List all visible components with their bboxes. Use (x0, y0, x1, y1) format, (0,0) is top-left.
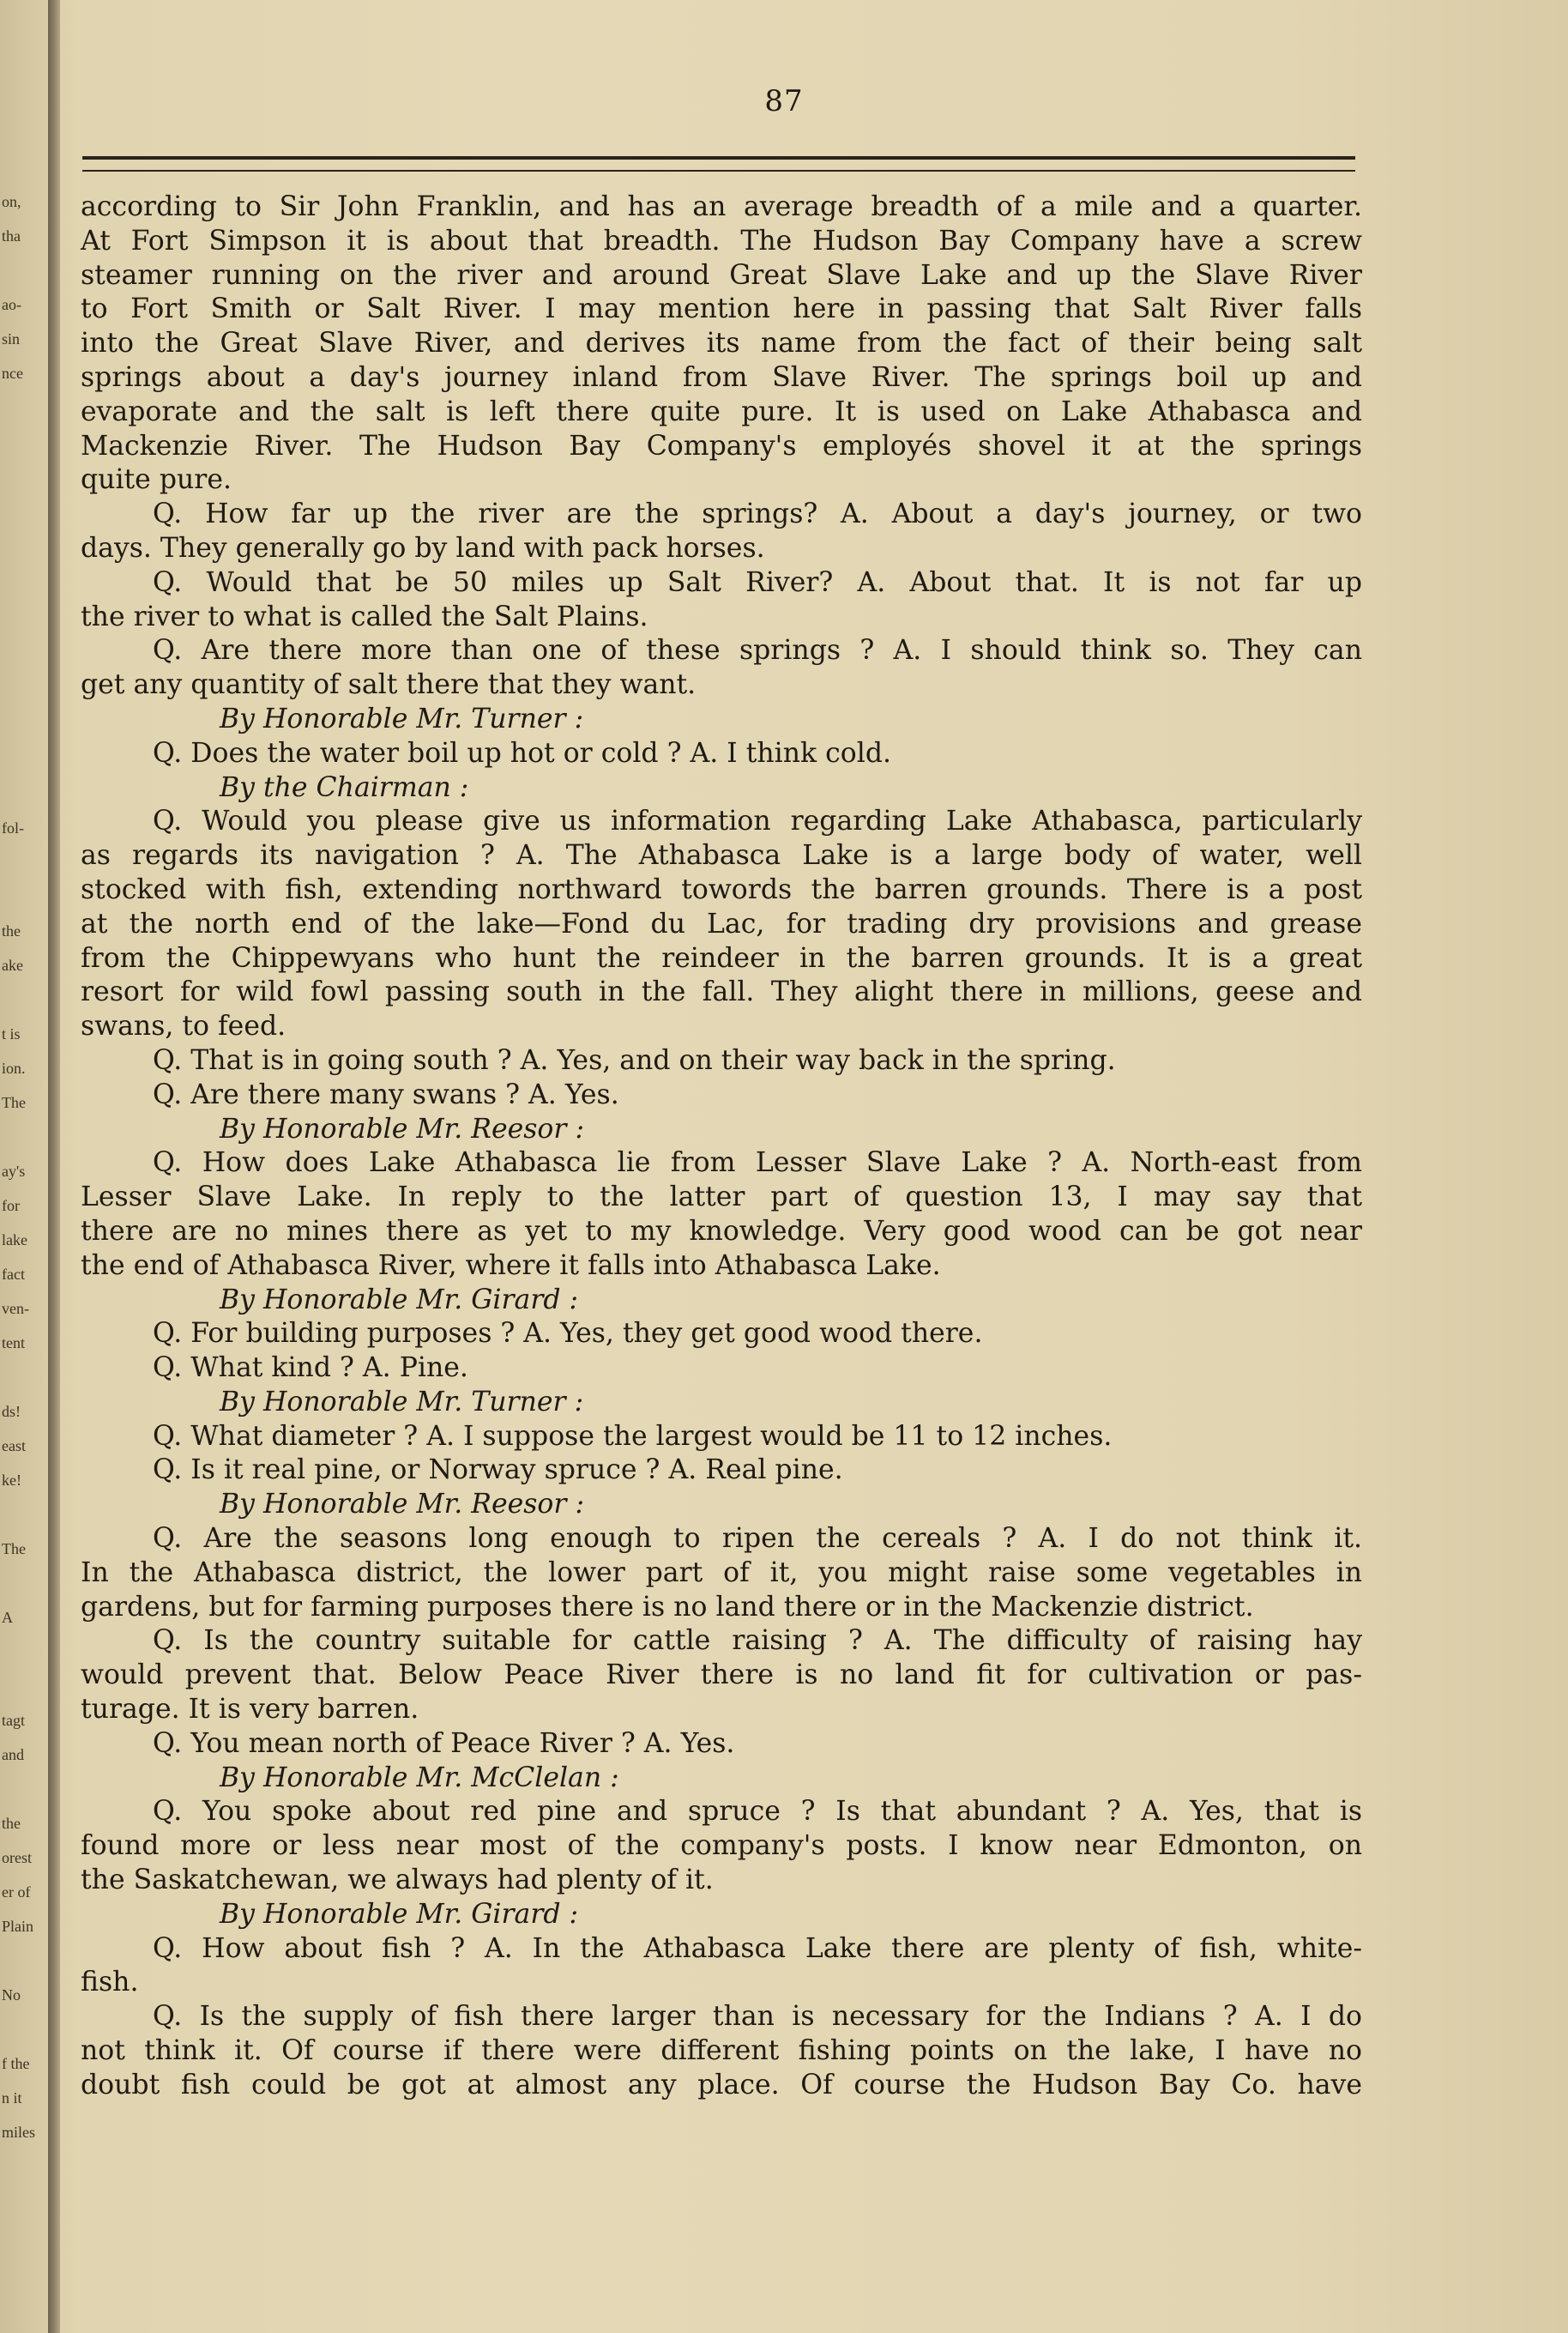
text-line: according to Sir John Franklin, and has an average breadth of a mile and a quarter. (81, 191, 1362, 222)
text-line: Q. Would you please give us information regarding Lake Athabasca, particularly (153, 806, 1362, 837)
text-line: turage. It is very barren. (81, 1694, 419, 1726)
text-line: Q. How far up the river are the springs? A. About a day's journey, or two (153, 499, 1362, 530)
text-line: quite pure. (81, 464, 232, 496)
text-line: not think it. Of course if there were different fishing points on the lake, I have no (81, 2035, 1362, 2067)
margin-fragment: tagt (2, 1712, 25, 1729)
margin-fragment: er of (2, 1883, 31, 1901)
text-line: the river to what is called the Salt Plains. (81, 601, 648, 632)
margin-fragment: The (2, 1094, 26, 1111)
text-line: In the Athabasca district, the lower part of it, you might raise some vegetables in (81, 1556, 1362, 1588)
text-line: Q. For building purposes ? A. Yes, they get good wood there. (153, 1318, 983, 1350)
text-line: there are no mines there as yet to my knowledge. Very good wood can be got near (81, 1215, 1362, 1247)
text-line: fish. (81, 1967, 139, 1998)
text-line: the end of Athabasca River, where it falls into Athabasca Lake. (81, 1249, 941, 1281)
speaker-heading: By Honorable Mr. Reesor : (220, 1489, 585, 1520)
text-line: Q. Are there more than one of these springs ? A. I should think so. They can (153, 635, 1362, 667)
text-line: Q. Does the water boil up hot or cold ? A. I think cold. (153, 737, 892, 769)
text-line: Q. You spoke about red pine and spruce ? Is that abundant ? A. Yes, that is (153, 1796, 1362, 1828)
text-line: into the Great Slave River, and derives its name from the fact of their being salt (81, 328, 1362, 360)
margin-fragment: n it (2, 2089, 22, 2106)
text-line: Q. Are the seasons long enough to ripen the cereals ? A. I do not think it. (153, 1523, 1362, 1555)
text-line: At Fort Simpson it is about that breadth. The Hudson Bay Company have a screw (81, 225, 1362, 257)
text-line: Q. That is in going south ? A. Yes, and on their way back in the spring. (153, 1044, 1116, 1076)
speaker-heading: By Honorable Mr. Girard : (220, 1898, 579, 1930)
margin-fragment: No (2, 1986, 21, 2004)
margin-fragment: The (2, 1540, 26, 1557)
text-line: as regards its navigation ? A. The Athabasca Lake is a large body of water, well (81, 840, 1362, 872)
text-line: springs about a day's journey inland from Slave River. The springs boil up and (81, 361, 1362, 393)
body-text (81, 190, 1362, 2103)
margin-fragment: for (2, 1197, 20, 1214)
book-binding-gutter (48, 0, 60, 2333)
margin-fragment: ake (2, 957, 23, 974)
text-line: Q. What kind ? A. Pine. (153, 1352, 468, 1384)
text-line: the Saskatchewan, we always had plenty of it. (81, 1865, 714, 1896)
text-line: Q. How about fish ? A. In the Athabasca Lake there are plenty of fish, white- (153, 1932, 1362, 1964)
text-line: Q. What diameter ? A. I suppose the largest would be 11 to 12 inches. (153, 1420, 1113, 1452)
speaker-heading: By Honorable Mr. Girard : (220, 1284, 579, 1315)
margin-fragment: sin (2, 330, 21, 348)
text-line: resort for wild fowl passing south in the fall. They alight there in millions, geese and (81, 976, 1362, 1008)
text-line: at the north end of the lake—Fond du Lac, for trading dry provisions and grease (81, 908, 1362, 940)
margin-fragment: nce (2, 365, 23, 382)
speaker-heading: By the Chairman : (220, 771, 469, 803)
text-line: evaporate and the salt is left there quite pure. It is used on Lake Athabasca and (81, 396, 1362, 427)
margin-fragment: on, (2, 193, 21, 210)
text-line: doubt fish could be got at almost any place. Of course the Hudson Bay Co. have (81, 2069, 1362, 2100)
margin-fragment: tent (2, 1334, 25, 1351)
text-line: steamer running on the river and around Great Slave Lake and up the Slave River (81, 259, 1362, 291)
text-line: Q. Would that be 50 miles up Salt River? A. About that. It is not far up (153, 566, 1362, 598)
text-line: found more or less near most of the company's posts. I know near Edmonton, on (81, 1830, 1362, 1862)
text-line: Lesser Slave Lake. In reply to the latter part of question 13, I may say that (81, 1182, 1362, 1213)
margin-fragment: and (2, 1746, 24, 1763)
margin-fragment: ds! (2, 1403, 21, 1420)
margin-fragment: miles (2, 2124, 35, 2141)
text-line: get any quantity of salt there that they want. (81, 669, 697, 701)
margin-fragment: the (2, 922, 21, 940)
text-line: gardens, but for farming purposes there is no land there or in the Mackenzie district. (81, 1591, 1254, 1623)
text-line: swans, to feed. (81, 1011, 286, 1043)
text-line: Q. Is the country suitable for cattle raising ? A. The difficulty of raising hay (153, 1625, 1362, 1657)
margin-fragment: the (2, 1815, 21, 1832)
margin-fragment: ao- (2, 296, 21, 313)
speaker-heading: By Honorable Mr. Turner : (220, 703, 584, 734)
margin-fragment: ion. (2, 1060, 26, 1077)
speaker-heading: By Honorable Mr. Reesor : (220, 1113, 585, 1145)
margin-fragment: lake (2, 1231, 27, 1248)
text-line: Q. How does Lake Athabasca lie from Lesser Slave Lake ? A. North-east from (153, 1147, 1362, 1179)
facing-page-margin-fragments (0, 0, 48, 2333)
text-line: Q. You mean north of Peace River ? A. Yes. (153, 1727, 735, 1759)
text-line: to Fort Smith or Salt River. I may mention here in passing that Salt River falls (81, 293, 1362, 325)
margin-fragment: ay's (2, 1163, 26, 1180)
text-line: Q. Are there many swans ? A. Yes. (153, 1079, 619, 1110)
text-line: Q. Is it real pine, or Norway spruce ? A. Real pine. (153, 1454, 843, 1486)
margin-fragment: f the (2, 2055, 30, 2072)
text-line: Mackenzie River. The Hudson Bay Company's employés shovel it at the springs (81, 430, 1362, 462)
text-line: would prevent that. Below Peace River there is no land fit for cultivation or pas- (81, 1659, 1362, 1691)
margin-fragment: orest (2, 1849, 32, 1866)
margin-fragment: A (2, 1609, 13, 1626)
margin-fragment: fol- (2, 819, 24, 837)
speaker-heading: By Honorable Mr. Turner : (220, 1386, 584, 1417)
text-line: days. They generally go by land with pack horses. (81, 532, 765, 564)
margin-fragment: ven- (2, 1300, 29, 1317)
margin-fragment: fact (2, 1266, 25, 1283)
margin-fragment: t is (2, 1025, 21, 1043)
margin-fragment: east (2, 1437, 26, 1454)
header-double-rule (82, 156, 1355, 172)
text-line: Q. Is the supply of fish there larger than is necessary for the Indians ? A. I do (153, 2001, 1362, 2033)
text-line: from the Chippewyans who hunt the reindeer in the barren grounds. It is a great (81, 942, 1362, 974)
speaker-heading: By Honorable Mr. McClelan : (220, 1762, 619, 1793)
text-line: stocked with fish, extending northward towords the barren grounds. There is a post (81, 873, 1362, 905)
margin-fragment: ke! (2, 1472, 21, 1489)
page-number: 87 (764, 84, 804, 118)
margin-fragment: tha (2, 227, 21, 245)
margin-fragment: Plain (2, 1918, 34, 1935)
